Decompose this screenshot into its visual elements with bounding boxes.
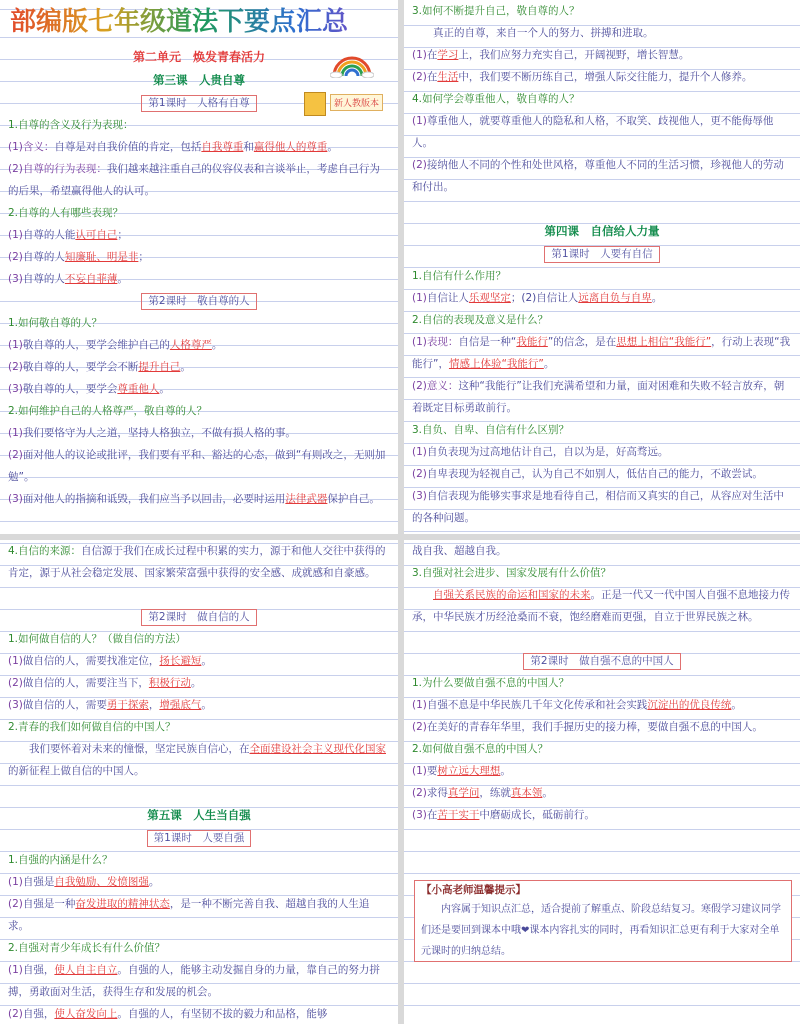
question-heading: 1.为什么要做自强不息的中国人？ (412, 677, 570, 689)
body-text: 要 (426, 765, 438, 777)
body-text: ”的信念，是在 (547, 336, 617, 348)
text-line (8, 246, 390, 268)
item-number: (2) (412, 159, 427, 171)
page-3 (0, 540, 398, 1024)
body-text: 我们越来越注重自己的仪容仪表和言谈举止，考虑自己行为的后果，希望赢得他人的认可。 (8, 163, 380, 197)
text-line (8, 334, 390, 356)
body-text: 中磨砺成长，砥砺前行。 (479, 809, 595, 821)
item-number: (1)含义： (8, 141, 55, 153)
body-text: 。 (159, 383, 170, 395)
text-line (8, 400, 390, 422)
document-title: 部编版七年级道法下要点汇总 (10, 2, 390, 42)
text-line (8, 959, 390, 1003)
text-line (412, 309, 792, 331)
item-number: (3) (8, 699, 23, 711)
key-term: 真本领 (510, 787, 543, 799)
key-term: 自我勉励、发愤图强 (54, 876, 149, 888)
key-term: 全面建设社会主义现代化国家 (249, 743, 386, 755)
key-term: 真学问 (447, 787, 480, 799)
question-heading: 2.如何维护自己的人格尊严，敬自尊的人？ (8, 405, 208, 417)
tips-box (414, 880, 792, 962)
text-line (412, 154, 792, 198)
body-text: 这种“我能行”让我们充满希望和力量，面对困难和失败不轻言放弃，朝着既定目标勇敢前行。 (412, 380, 785, 414)
body-text: 自尊的人 (22, 251, 65, 263)
item-number: (1) (8, 876, 23, 888)
tips-body: 内容属于知识点汇总，适合提前了解重点、阶段总结复习。寒假学习建议同学们还是要回到课本中哦❤课本内容扎实的同时，再看知识汇总更有利于大家对全单元课时的归纳总结。 (421, 904, 781, 957)
key-term: 远离自负与自卑 (578, 292, 652, 304)
body-text: ；(2)自信让人 (510, 292, 579, 304)
body-text: 做自信的人，需要注当下， (22, 677, 149, 689)
item-number: (2)意义： (412, 380, 459, 392)
text-line (412, 738, 792, 760)
text-line (412, 66, 792, 88)
tips-header: 【小高老师温馨提示】 (421, 884, 526, 896)
text-line (8, 422, 390, 444)
lesson-3-period-2: 第2课时 敬自尊的人 (141, 293, 256, 310)
lesson-5-period-1: 第1课时 人要自强 (147, 830, 252, 847)
item-number: (3) (8, 273, 23, 285)
lesson-4-period-1: 第1课时 人要有自信 (544, 246, 659, 263)
body-text: 的新征程上做自信的中国人。 (8, 765, 145, 777)
key-term: 增强底气 (159, 699, 202, 711)
lesson-3-period-1-content (8, 114, 390, 290)
key-term: 提升自己 (138, 361, 181, 373)
body-text: 。 (117, 273, 128, 285)
text-line (8, 444, 390, 488)
text-line (412, 584, 792, 628)
body-text: 做自信的人，需要 (22, 699, 107, 711)
question-heading: 2.青春的我们如何做自信的中国人？ (8, 721, 176, 733)
item-number: (1) (8, 229, 23, 241)
body-text: 保护自己。 (327, 493, 380, 505)
item-number: (1) (412, 699, 427, 711)
body-text: ， (148, 699, 160, 711)
body-text: 。 (201, 655, 212, 667)
text-line (412, 265, 792, 287)
body-text: 自负表现为过高地估计自己，自以为是，好高骛远。 (426, 446, 669, 458)
item-number: (2) (412, 468, 427, 480)
body-text: ； (117, 229, 128, 241)
question-heading: 2.自尊的人有哪些表现？ (8, 207, 124, 219)
text-line (8, 224, 390, 246)
body-text: 在 (426, 49, 438, 61)
item-number: (2) (8, 677, 23, 689)
body-text: 在 (426, 809, 438, 821)
lesson-5-period-2-content (412, 672, 792, 826)
question-heading: 4.如何学会尊重他人，敬自尊的人？ (412, 93, 580, 105)
item-number: (1) (8, 655, 23, 667)
key-term: 我能行 (516, 336, 548, 348)
text-line (8, 628, 390, 650)
item-number: (2) (8, 361, 23, 373)
lesson-3-heading: 第三课 人贵自尊 (153, 73, 245, 87)
text-line (412, 804, 792, 826)
item-number: (2) (8, 251, 23, 263)
body-text: 自卑表现为轻视自己，认为自己不如别人，低估自己的能力，不敢尝试。 (426, 468, 763, 480)
key-term: 使人奋发向上 (54, 1008, 118, 1020)
text-line (8, 268, 390, 290)
body-text: ，行动上表现“我能行”， (412, 336, 791, 370)
text-line (412, 287, 792, 309)
key-term: 使人自主自立 (54, 964, 118, 976)
body-text: 真正的自尊，来自一个人的努力、拼搏和进取。 (433, 27, 654, 39)
text-line (412, 22, 792, 44)
key-term: 思想上相信“我能行” (616, 336, 712, 348)
body-text: 自尊的人 (22, 273, 65, 285)
item-number: (1) (8, 339, 23, 351)
text-line (412, 110, 792, 154)
item-number: (2) (8, 898, 23, 910)
body-text: 。 (543, 358, 555, 370)
key-term: 优良传统 (689, 699, 732, 711)
lesson-5-period-1-content (8, 849, 390, 1024)
text-line (8, 893, 390, 937)
body-text: 自强是一种 (22, 898, 76, 910)
key-term: 扬长避短 (159, 655, 202, 667)
body-text: 自强， (22, 1008, 55, 1020)
item-number: (1) (412, 446, 427, 458)
question-heading: 1.自信有什么作用？ (412, 270, 507, 282)
item-number: (1) (8, 427, 23, 439)
text-line (8, 488, 390, 510)
body-text: 求得 (426, 787, 448, 799)
body-text: 自信让人 (426, 292, 469, 304)
question-heading: 3.如何不断提升自己，敬自尊的人？ (412, 5, 580, 17)
item-number: (3) (8, 493, 23, 505)
question-heading: 3.自负、自卑、自信有什么区别？ (412, 424, 570, 436)
body-text: 自强是 (22, 876, 55, 888)
item-number: (1) (412, 115, 427, 127)
item-number: (2) (412, 721, 427, 733)
body-text: 面对他人的议论或批评，我们要有平和、豁达的心态，做到“有则改之，无则加勉”。 (8, 449, 386, 483)
item-number: (2)自尊的行为表现： (8, 163, 107, 175)
body-text: ； (138, 251, 149, 263)
key-term: 人格尊严 (169, 339, 212, 351)
body-text: 。 (731, 699, 742, 711)
page-2 (404, 0, 800, 534)
key-term: 自强关系民族的命运和国家的未来 (433, 589, 591, 601)
edition-tag: 新人教版本 (330, 94, 383, 111)
text-line (412, 463, 792, 485)
body-text: 在 (426, 71, 438, 83)
key-term: 乐观坚定 (468, 292, 511, 304)
text-line (8, 312, 390, 334)
key-term: 学习 (437, 49, 459, 61)
body-text: 。正是一代又一代中国人自强不息地接力传承，中华民族才历经沧桑而不衰，饱经磨难而更强，自立于世界民族之林。 (412, 589, 790, 623)
text-line (412, 716, 792, 738)
body-text: 上，我们应努力充实自己，开阔视野，增长智慧。 (458, 49, 690, 61)
body-text: 。 (500, 765, 511, 777)
item-number: (2) (412, 71, 427, 83)
item-number: (3) (412, 809, 427, 821)
body-text: 自信是一种“ (458, 336, 517, 348)
item-number: (1)表现： (412, 336, 459, 348)
lesson-5-heading: 第五课 人生当自强 (147, 808, 251, 822)
key-term: 树立远大理想 (437, 765, 501, 777)
text-line (8, 694, 390, 716)
question-heading: 1.如何做自信的人？（做自信的方法） (8, 633, 187, 645)
body-text: 。 (180, 361, 191, 373)
question-heading: 2.如何做自强不息的中国人？ (412, 743, 549, 755)
text-line (8, 672, 390, 694)
key-term: 苦干实干 (437, 809, 480, 821)
lesson-4-heading: 第四课 自信给人力量 (544, 224, 660, 238)
body-text: 。 (327, 141, 338, 153)
text-line (8, 650, 390, 672)
text-line (412, 540, 792, 562)
body-text: 自信表现为能够实事求是地看待自己，相信而又真实的自己，从容应对生活中的各种问题。 (412, 490, 784, 524)
body-text: 我们要恪守为人之道，坚持人格独立，不做有损人格的事。 (22, 427, 296, 439)
question-heading: 4.自信的来源： (8, 545, 82, 557)
body-text: ，是一种不断完善自我、超越自我的人生追求。 (8, 898, 370, 932)
body-text: 自尊的人能 (22, 229, 76, 241)
body-text: 我们要怀着对未来的憧憬，坚定民族自信心，在 (29, 743, 250, 755)
item-number: (3) (8, 383, 23, 395)
lesson-4-period-1-content (412, 265, 792, 529)
text-line (8, 716, 390, 738)
text-line (412, 672, 792, 694)
text-line (412, 485, 792, 529)
body-text: 敬自尊的人，要学会维护自己的 (22, 339, 170, 351)
key-term: 尊重他人 (117, 383, 160, 395)
text-line (412, 375, 792, 419)
text-line (412, 419, 792, 441)
text-line (8, 937, 390, 959)
body-text: 面对他人的指摘和诋毁，我们应当予以回击，必要时运用 (22, 493, 286, 505)
text-line (8, 1003, 390, 1024)
body-text: 自尊是对自我价值的肯定，包括 (54, 141, 202, 153)
text-line (8, 356, 390, 378)
text-line (8, 871, 390, 893)
item-number: (2) (412, 787, 427, 799)
text-line (8, 738, 390, 782)
key-term: 赢得他人的尊重 (253, 141, 328, 153)
text-line (412, 760, 792, 782)
body-text: 敬自尊的人，要学会不断 (22, 361, 139, 373)
item-number: (1) (412, 49, 427, 61)
text-line (8, 114, 390, 136)
text-line (8, 849, 390, 871)
item-number: (1) (8, 964, 23, 976)
body-text: 中，我们要不断历练自己，增强人际交往能力，提升个人修养。 (458, 71, 753, 83)
book-sticker-icon (304, 92, 326, 116)
key-term: 情感上体验“我能行” (448, 358, 544, 370)
text-line (412, 562, 792, 584)
lesson-3-period-2-continued (412, 0, 792, 198)
item-number: (2) (8, 1008, 23, 1020)
question-heading: 3.自强对社会进步、国家发展有什么价值？ (412, 567, 612, 579)
unit-2-heading: 第二单元 焕发青春活力 (132, 50, 265, 64)
body-text: 战自我、超越自我。 (412, 545, 507, 557)
text-line (8, 202, 390, 224)
body-text: 自强， (22, 964, 55, 976)
question-heading: 2.自信的表现及意义是什么？ (412, 314, 549, 326)
body-text: 。 (542, 787, 553, 799)
body-text: 敬自尊的人，要学会 (22, 383, 118, 395)
key-term: 沉淀出的 (647, 699, 690, 711)
body-text: 。 (211, 339, 223, 351)
key-term: 奋发进取的精神状态 (75, 898, 170, 910)
key-term: 勇于探索 (106, 699, 149, 711)
key-term: 认可自己 (75, 229, 118, 241)
text-line (412, 331, 792, 375)
question-heading: 1.自强的内涵是什么？ (8, 854, 113, 866)
body-text: 接纳他人不同的个性和处世风格，尊重他人不同的生活习惯，珍视他人的劳动和付出。 (412, 159, 784, 193)
body-text: 尊重他人，就要尊重他人的隐私和人格，不取笑、歧视他人，更不能侮辱他人。 (412, 115, 774, 149)
item-number: (1) (412, 765, 427, 777)
item-number: (1) (412, 292, 427, 304)
body-text: 。 (190, 677, 202, 689)
question-heading: 1.如何敬自尊的人？ (8, 317, 103, 329)
body-text: 。 (148, 876, 160, 888)
text-line (412, 782, 792, 804)
text-line (8, 136, 390, 158)
body-text: 。 (651, 292, 663, 304)
body-text: 在美好的青春年华里，我们手握历史的接力棒，要做自强不息的中国人。 (426, 721, 763, 733)
lesson-4-period-2: 第2课时 做自信的人 (141, 609, 256, 626)
body-text: 。 (201, 699, 212, 711)
body-text: 和 (243, 141, 254, 153)
question-heading: 1.自尊的含义及行为表现： (8, 119, 134, 131)
page-4 (404, 540, 800, 1024)
key-term: 知廉耻、明是非 (64, 251, 139, 263)
key-term: 生活 (437, 71, 459, 83)
lesson-4-period-2-content (8, 628, 390, 782)
question-heading: 2.自强对青少年成长有什么价值？ (8, 942, 166, 954)
lesson-3-period-1: 第1课时 人格有自尊 (141, 95, 256, 112)
key-term: 自我尊重 (201, 141, 244, 153)
text-line (8, 158, 390, 202)
text-line (412, 44, 792, 66)
body-text: 。自强的人，有坚韧不拔的毅力和品格，能够 (117, 1008, 328, 1020)
key-term: 积极行动 (148, 677, 191, 689)
rainbow-icon (330, 52, 374, 78)
confidence-source-content (8, 540, 390, 584)
lesson-5-period-1-continued (412, 540, 792, 628)
item-number: (2) (8, 449, 23, 461)
text-line (8, 378, 390, 400)
body-text: 。自强的人，能够主动发掘自身的力量，靠自己的努力拼搏，勇敢面对生活，获得生存和发展的机会。 (8, 964, 380, 998)
body-text: 自强不息是中华民族几千年文化传承和社会实践 (426, 699, 648, 711)
page-1 (0, 0, 398, 534)
lesson-3-period-2-content (8, 312, 390, 510)
key-term: 不妄自菲薄 (64, 273, 118, 285)
body-text: 自信源于我们在成长过程中积累的实力，源于和他人交往中获得的肯定，源于从社会稳定发展、国家繁荣富强中获得的安全感、成就感和自豪感。 (8, 545, 386, 579)
text-line (412, 694, 792, 716)
text-line (412, 0, 792, 22)
item-number: (3) (412, 490, 427, 502)
body-text: 做自信的人，需要找准定位， (22, 655, 160, 667)
body-text: ，练就 (479, 787, 511, 799)
lesson-5-period-2: 第2课时 做自强不息的中国人 (523, 653, 680, 670)
text-line (412, 88, 792, 110)
text-line (8, 540, 390, 584)
text-line (412, 441, 792, 463)
key-term: 法律武器 (285, 493, 328, 505)
